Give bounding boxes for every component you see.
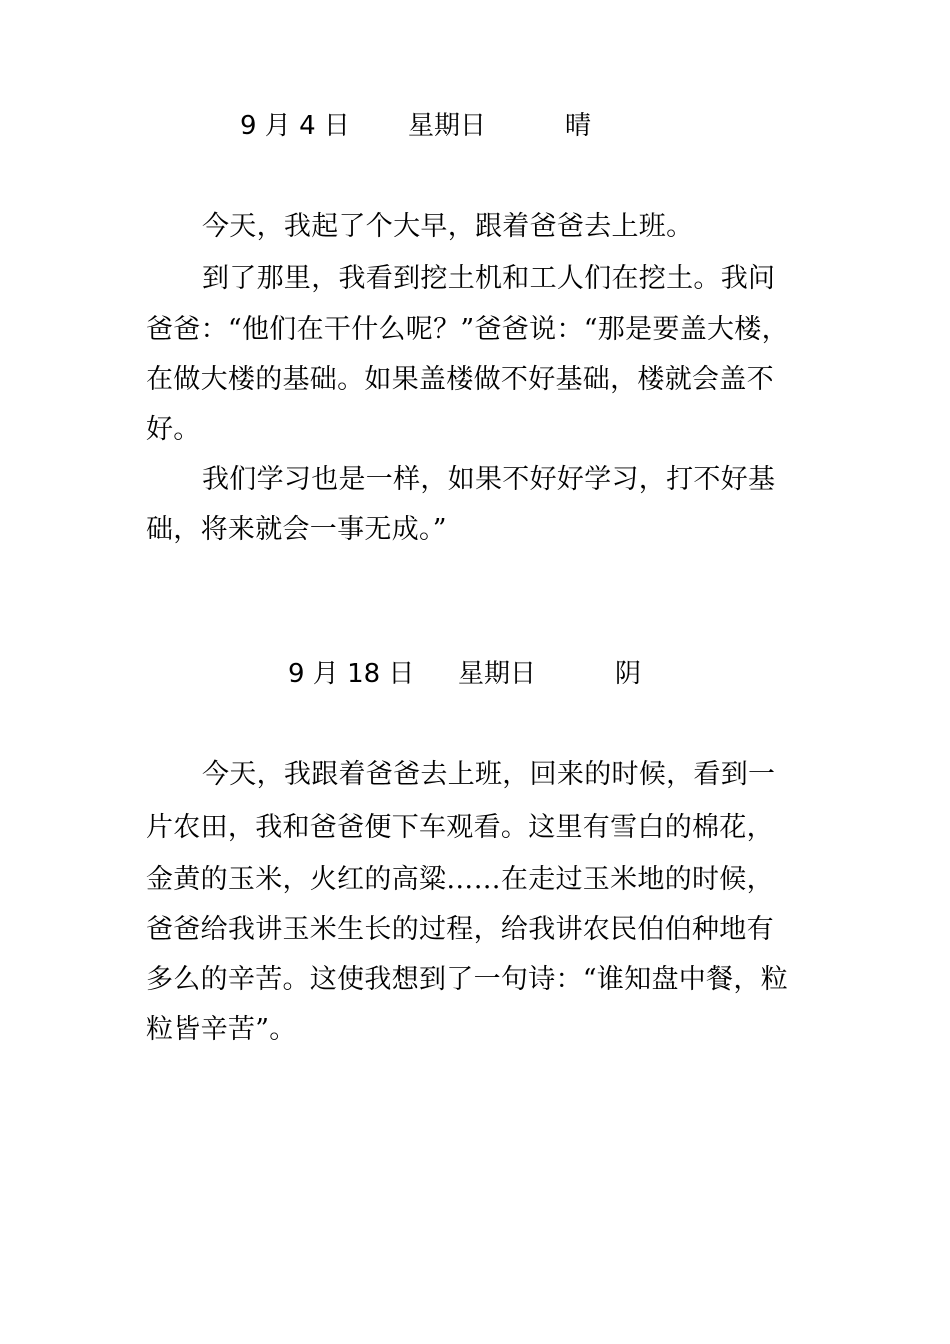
- entry-1-date: 9 月 4 日: [240, 111, 350, 141]
- entry-2-weather: 阴: [615, 659, 642, 689]
- entry-2-line-5: 多么的辛苦。这使我想到了一句诗：“谁知盘中餐，粒: [146, 964, 789, 995]
- entry-1-header: [0, 106, 950, 146]
- entry-2-line-2: 片农田，我和爸爸便下车观看。这里有雪白的棉花，: [146, 812, 774, 843]
- entry-1-line-6: 我们学习也是一样，如果不好好学习，打不好基: [202, 464, 776, 495]
- entry-2-line-6: 粒皆辛苦”。: [146, 1014, 297, 1045]
- entry-2-date: 9 月 18 日: [288, 659, 415, 689]
- entry-2-line-3: 金黄的玉米，火红的高粱……在走过玉米地的时候，: [146, 864, 774, 895]
- entry-1-weather: 晴: [565, 111, 592, 141]
- entry-1-line-4: 在做大楼的基础。如果盖楼做不好基础，楼就会盖不: [146, 364, 774, 395]
- entry-2-header: [0, 654, 950, 694]
- entry-1-line-7: 础，将来就会一事无成。”: [146, 514, 447, 545]
- entry-2-line-1: 今天，我跟着爸爸去上班，回来的时候，看到一: [202, 759, 776, 790]
- entry-2-weekday: 星期日: [458, 659, 537, 689]
- entry-1-line-5: 好。: [146, 414, 201, 445]
- entry-1-line-1: 今天，我起了个大早，跟着爸爸去上班。: [202, 211, 694, 242]
- entry-1-line-2: 到了那里，我看到挖土机和工人们在挖土。我问: [202, 263, 776, 294]
- entry-1-weekday: 星期日: [408, 111, 487, 141]
- entry-1-line-3: 爸爸：“他们在干什么呢？”爸爸说：“那是要盖大楼，: [146, 314, 789, 345]
- entry-2-line-4: 爸爸给我讲玉米生长的过程，给我讲农民伯伯种地有: [146, 914, 774, 945]
